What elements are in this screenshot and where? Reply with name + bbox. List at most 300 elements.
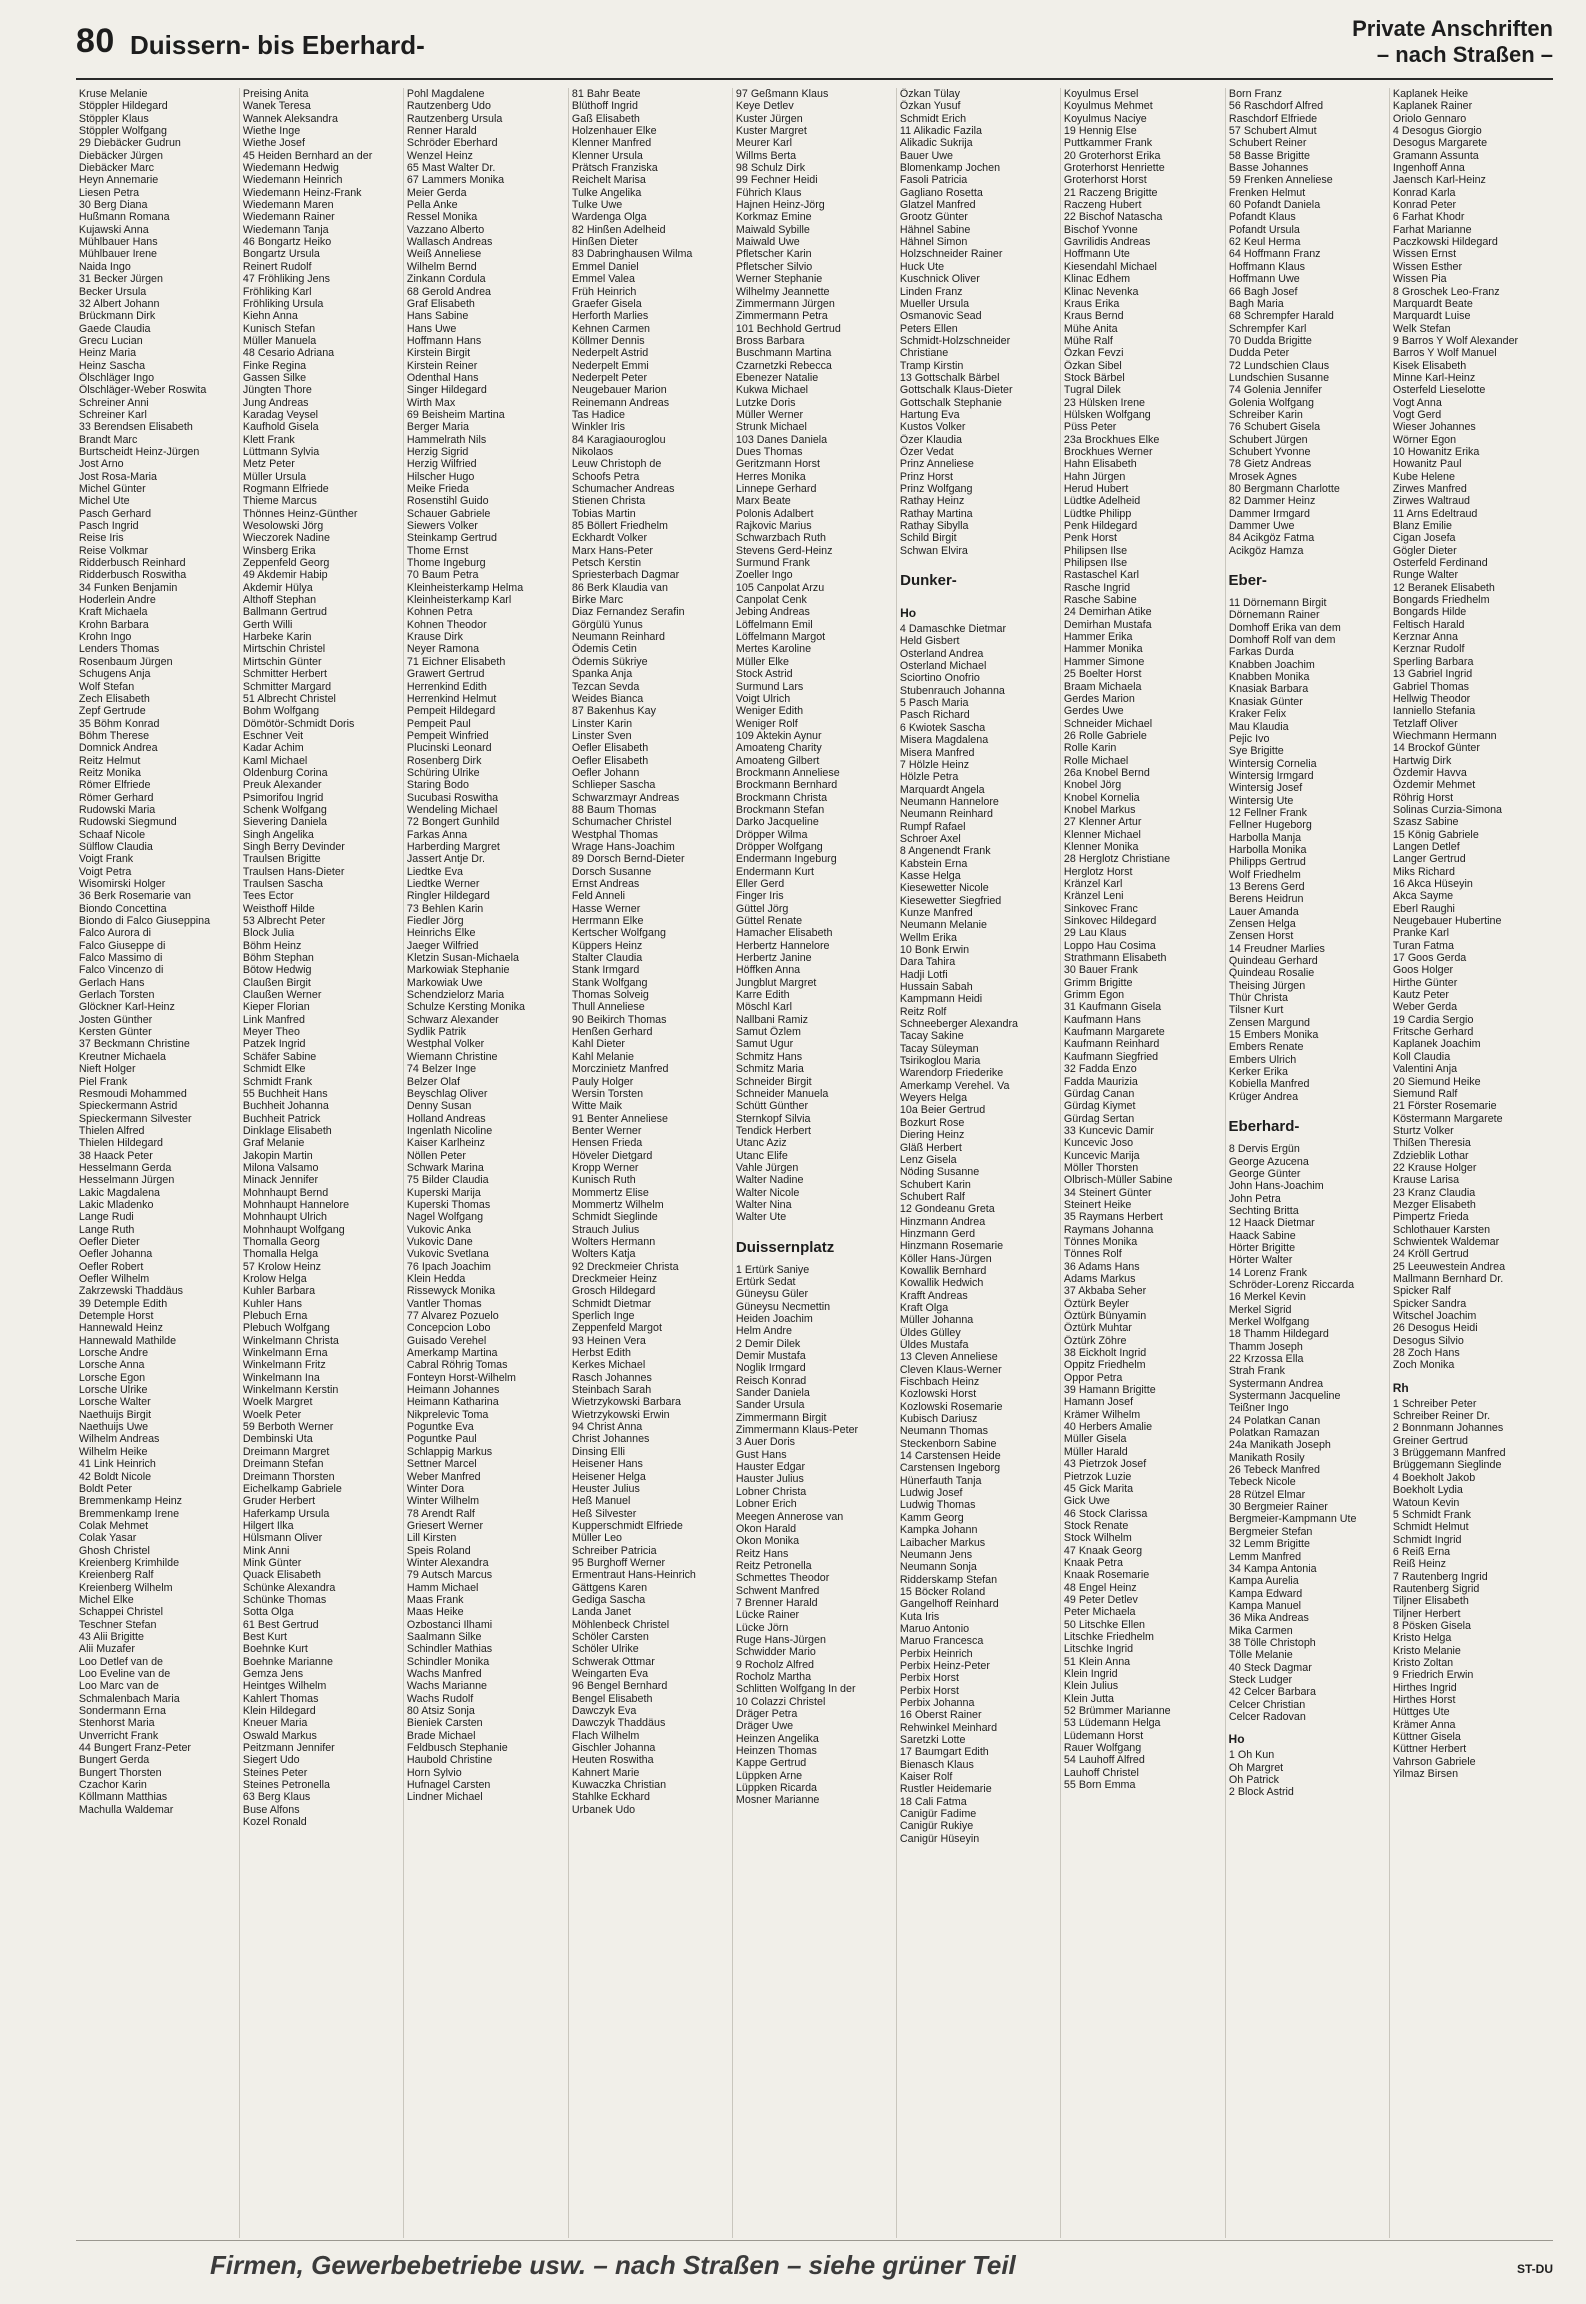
resident-entry: Groterhorst Henriette <box>1064 162 1165 175</box>
resident-entry: Hüttges Ute <box>1392 1706 1450 1719</box>
resident-entry: Plebuch Erna <box>243 1310 308 1323</box>
resident-entry: Sander Daniela <box>735 1387 810 1400</box>
resident-entry: Oppor Petra <box>1064 1371 1123 1384</box>
resident-entry: Psimorifou Ingrid <box>243 791 324 804</box>
resident-entry: Heyn Annemarie <box>78 174 159 187</box>
resident-entry: 2 Block Astrid <box>1228 1786 1294 1799</box>
resident-entry: Lange Rudi <box>78 1211 134 1224</box>
resident-entry: Goos Holger <box>1392 964 1453 977</box>
resident-entry: 28 Herglotz Christiane <box>1064 853 1171 866</box>
resident-entry: Langer Gertrud <box>1392 853 1466 866</box>
resident-entry: Singh Angelika <box>243 828 315 841</box>
resident-entry: 76 Ipach Joachim <box>407 1260 492 1273</box>
resident-entry: Stank Wolfgang <box>571 976 648 989</box>
resident-entry: Rathay Martina <box>900 507 973 520</box>
region-code: ST-DU <box>1517 2262 1553 2276</box>
resident-entry: Kruse Melanie <box>78 88 148 100</box>
resident-entry: 13 Berens Gerd <box>1228 880 1305 893</box>
resident-entry: 26 Tebeck Manfred <box>1228 1464 1320 1477</box>
resident-entry: Canigür Fadime <box>900 1808 977 1821</box>
resident-entry: Kiesendahl Michael <box>1064 260 1158 273</box>
resident-entry: Polatkan Ramazan <box>1228 1427 1320 1440</box>
resident-entry: Graefer Gisela <box>571 297 642 310</box>
resident-entry: 33 Kuncevic Damir <box>1064 1124 1155 1137</box>
resident-entry: Kraft Olga <box>900 1301 949 1314</box>
resident-entry: Rumpf Rafael <box>900 820 966 833</box>
resident-entry: 9 Rocholz Alfred <box>735 1658 814 1671</box>
resident-entry: Schwarzbach Ruth <box>735 532 826 545</box>
resident-entry: 28 Zoch Hans <box>1392 1347 1460 1360</box>
resident-entry: Neumann Reinhard <box>900 808 994 821</box>
resident-entry: Kneuer Maria <box>243 1717 308 1730</box>
resident-entry: Kleinheisterkamp Karl <box>407 594 512 607</box>
resident-entry: 84 Acikgöz Fatma <box>1228 532 1314 545</box>
resident-entry: Hahn Jürgen <box>1064 470 1126 483</box>
resident-entry: Pfletscher Karin <box>735 248 812 261</box>
resident-entry: Vantler Thomas <box>407 1297 483 1310</box>
resident-entry: Plebuch Wolfgang <box>243 1322 331 1335</box>
resident-entry: Rehwinkel Meinhard <box>900 1721 998 1734</box>
resident-entry: Kropp Werner <box>571 1161 639 1174</box>
resident-entry: 25 Leeuwestein Andrea <box>1392 1260 1505 1273</box>
directory-column <box>569 88 733 2238</box>
resident-entry: 80 Bergmann Charlotte <box>1228 483 1340 495</box>
resident-entry: Cabral Röhrig Tomas <box>407 1359 508 1372</box>
resident-entry: 48 Engel Heinz <box>1064 1581 1137 1594</box>
resident-entry: Kujawski Anna <box>78 223 149 236</box>
resident-entry: 13 Gabriel Ingrid <box>1392 668 1472 681</box>
resident-entry: 33 Berendsen Elisabeth <box>78 421 193 434</box>
resident-entry: 78 Gietz Andreas <box>1228 458 1311 471</box>
resident-entry: Kletzin Susan-Michaela <box>407 952 520 965</box>
resident-entry: Thome Ingeburg <box>407 557 487 570</box>
resident-entry: Sciortino Onofrio <box>900 672 980 685</box>
resident-entry: 37 Beckmann Christine <box>78 1038 190 1051</box>
resident-entry: Mommertz Wilhelm <box>571 1198 664 1211</box>
resident-entry: Hähnel Simon <box>900 236 968 249</box>
resident-entry: Huck Ute <box>900 260 945 273</box>
resident-entry: Philipsen Ilse <box>1064 544 1128 557</box>
resident-entry: Neumann Thomas <box>900 1425 989 1438</box>
resident-entry: Wintersig Josef <box>1228 782 1302 795</box>
resident-entry: Wrage Hans-Joachim <box>571 840 675 853</box>
resident-entry: Tas Hadice <box>571 408 625 421</box>
resident-entry: 52 Brümmer Marianne <box>1064 1705 1171 1718</box>
resident-entry: Dörnemann Rainer <box>1228 609 1320 622</box>
resident-entry: Kersten Günter <box>78 1026 152 1039</box>
resident-entry: Klenner Monika <box>1064 840 1139 853</box>
resident-entry: Gangelhoff Reinhard <box>900 1598 999 1611</box>
resident-entry: Winter Dora <box>407 1482 465 1495</box>
resident-entry: Rogmann Elfriede <box>243 483 330 495</box>
resident-entry: Wissen Pia <box>1392 273 1447 286</box>
resident-entry: Loppo Hau Cosima <box>1064 939 1157 952</box>
resident-entry: Heß Manuel <box>571 1495 631 1508</box>
resident-entry: Schneeberger Alexandra <box>900 1018 1019 1031</box>
resident-entry: Wiedemann Heinz-Frank <box>243 186 362 199</box>
resident-entry: Colak Mehmet <box>78 1519 149 1532</box>
resident-entry: Lenz Gisela <box>900 1153 957 1166</box>
resident-entry: Denny Susan <box>407 1100 472 1113</box>
resident-entry: Reinert Rudolf <box>243 260 312 273</box>
resident-entry: 54 Lauhoff Alfred <box>1064 1754 1146 1767</box>
resident-entry: Klenner Michael <box>1064 828 1142 841</box>
resident-entry: Steines Petronella <box>243 1779 331 1792</box>
resident-entry: Schäfer Sabine <box>243 1050 317 1063</box>
resident-entry: Kleinheisterkamp Helma <box>407 581 524 594</box>
resident-entry: 56 Raschdorf Alfred <box>1228 100 1323 113</box>
resident-entry: Kristo Zoltan <box>1392 1656 1453 1669</box>
resident-entry: Claußen Birgit <box>243 976 312 989</box>
street-heading: Duissernplatz <box>735 1238 835 1256</box>
resident-entry: Holland Andreas <box>407 1112 487 1125</box>
resident-entry: Lill Kirsten <box>407 1532 457 1545</box>
resident-entry: Zirwes Waltraud <box>1392 495 1470 508</box>
resident-entry: Klinac Edhem <box>1064 273 1131 286</box>
resident-entry: Greiner Gertrud <box>1392 1434 1468 1447</box>
resident-entry: Herrenkind Helmut <box>407 692 497 705</box>
resident-entry: Oriolo Gennaro <box>1392 112 1467 125</box>
resident-entry: Canpolat Cenk <box>735 594 807 607</box>
resident-entry: Schütt Günther <box>735 1100 808 1113</box>
resident-entry: Strunk Michael <box>735 421 807 434</box>
resident-entry: 101 Bechhold Gertrud <box>735 322 841 335</box>
resident-entry: 55 Buchheit Hans <box>243 1087 328 1100</box>
resident-entry: Milona Valsamo <box>243 1161 319 1174</box>
resident-entry: Reinemann Andreas <box>571 396 669 409</box>
resident-entry: Teißner Ingo <box>1228 1402 1289 1415</box>
resident-entry: 3 Brüggemann Manfred <box>1392 1447 1506 1460</box>
resident-entry: Cigan Josefa <box>1392 532 1456 545</box>
resident-entry: Schmitter Herbert <box>243 668 328 681</box>
resident-entry: Jost Arno <box>78 458 124 471</box>
resident-entry: Graf Melanie <box>243 1137 305 1150</box>
resident-entry: Hans Uwe <box>407 322 457 335</box>
resident-entry: Weiß Anneliese <box>407 248 482 261</box>
resident-entry: Kisek Elisabeth <box>1392 359 1467 372</box>
resident-entry: 32 Fadda Enzo <box>1064 1063 1138 1076</box>
resident-entry: 70 Baum Petra <box>407 569 479 582</box>
resident-entry: Maiwald Sybille <box>735 223 810 236</box>
resident-entry: Bischof Yvonne <box>1064 223 1139 236</box>
resident-entry: 47 Knaak Georg <box>1064 1544 1143 1557</box>
resident-entry: Bagh Maria <box>1228 297 1284 310</box>
resident-entry: Herres Monika <box>735 470 806 483</box>
resident-entry: Kamm Georg <box>900 1511 964 1524</box>
resident-entry: Stank Irmgard <box>571 964 639 977</box>
resident-entry: Werner Stephanie <box>735 273 823 286</box>
resident-entry: Stienen Christa <box>571 495 645 508</box>
resident-entry: Buschmann Martina <box>735 347 832 360</box>
resident-entry: 31 Becker Jürgen <box>78 273 163 286</box>
resident-entry: Mühe Anita <box>1064 322 1118 335</box>
resident-entry: Koyulmus Mehmet <box>1064 100 1154 113</box>
resident-entry: Kahl Dieter <box>571 1038 625 1051</box>
resident-entry: Thamm Joseph <box>1228 1340 1303 1353</box>
resident-entry: Prinz Anneliese <box>900 458 974 471</box>
resident-entry: 80 Atsiz Sonja <box>407 1705 476 1718</box>
resident-entry: Sinkovec Franc <box>1064 902 1139 915</box>
resident-entry: Müller Gisela <box>1064 1433 1127 1446</box>
resident-entry: Schlitten Wolfgang In der <box>735 1683 856 1696</box>
resident-entry: Schwarz Alexander <box>407 1013 500 1026</box>
resident-entry: 1 Schreiber Peter <box>1392 1397 1477 1410</box>
resident-entry: 73 Behlen Karin <box>407 902 484 915</box>
resident-entry: 91 Benter Anneliese <box>571 1112 668 1125</box>
resident-entry: Oefler Robert <box>78 1260 144 1273</box>
resident-entry: Metz Peter <box>243 458 296 471</box>
resident-entry: Schappei Christel <box>78 1606 163 1619</box>
resident-entry: Ridderbusch Roswitha <box>78 569 187 582</box>
resident-entry: Wintersig Ute <box>1228 794 1293 807</box>
resident-entry: Ludwig Josef <box>900 1487 963 1500</box>
resident-entry: Oefler Wilhelm <box>78 1273 150 1285</box>
resident-entry: Lorsche Andre <box>78 1347 149 1360</box>
street-heading: Eberhard- <box>1228 1118 1300 1136</box>
resident-entry: 61 Best Gertrud <box>243 1618 319 1631</box>
resident-entry: Quindeau Rosalie <box>1228 967 1314 980</box>
resident-entry: Harbeke Karin <box>243 631 312 644</box>
resident-entry: Dues Thomas <box>735 445 803 458</box>
resident-entry: Kunisch Stefan <box>243 322 316 335</box>
resident-entry: Weniger Rolf <box>735 717 798 730</box>
resident-entry: Mühlbauer Irene <box>78 248 158 261</box>
resident-entry: 28 Rützel Elmar <box>1228 1488 1305 1501</box>
resident-entry: Knabben Joachim <box>1228 658 1315 671</box>
resident-entry: Nöding Susanne <box>900 1166 980 1179</box>
resident-entry: Kaiser Karlheinz <box>407 1137 486 1150</box>
resident-entry: Schreiner Anni <box>78 396 149 409</box>
resident-entry: Benter Werner <box>571 1124 642 1137</box>
resident-entry: Bieniek Carsten <box>407 1717 484 1730</box>
resident-entry: Herforth Marlies <box>571 310 648 323</box>
resident-entry: Brückmann Dirk <box>78 310 156 323</box>
resident-entry: Wörner Egon <box>1392 433 1456 446</box>
resident-entry: Cleven Klaus-Werner <box>900 1363 1002 1376</box>
resident-entry: 38 Eickholt Ingrid <box>1064 1347 1147 1360</box>
resident-entry: Tölle Melanie <box>1228 1649 1293 1662</box>
resident-entry: Schwark Marina <box>407 1161 485 1174</box>
resident-entry: 27 Klenner Artur <box>1064 816 1142 829</box>
resident-entry: Feldbusch Stephanie <box>407 1742 509 1755</box>
resident-entry: Rosenberg Dirk <box>407 754 482 767</box>
resident-entry: Nieft Holger <box>78 1063 136 1076</box>
resident-entry: Müller Leo <box>571 1532 622 1545</box>
resident-entry: 10 Howanitz Erika <box>1392 445 1480 458</box>
resident-entry: 39 Detemple Edith <box>78 1297 168 1310</box>
resident-entry: Schoofs Petra <box>571 470 639 483</box>
resident-entry: Samut Özlem <box>735 1026 801 1039</box>
resident-entry: Lücke Jörn <box>735 1621 789 1634</box>
resident-entry: Knobel Jörg <box>1064 779 1122 792</box>
resident-entry: Wiechmann Hermann <box>1392 729 1497 742</box>
resident-entry: Amerkamp Martina <box>407 1347 498 1360</box>
resident-entry: Finger Iris <box>735 890 784 903</box>
resident-entry: Christiane <box>900 347 949 360</box>
resident-entry: Strauch Julius <box>571 1223 639 1236</box>
resident-entry: Kube Helene <box>1392 470 1455 483</box>
resident-entry: Pfletscher Silvio <box>735 260 813 273</box>
resident-entry: Römer Elfriede <box>78 779 151 792</box>
resident-entry: 51 Albrecht Christel <box>243 692 337 705</box>
resident-entry: 16 Oberst Rainer <box>900 1709 982 1722</box>
resident-entry: Hörter Brigitte <box>1228 1241 1295 1254</box>
resident-entry: Guisado Verehel <box>407 1334 487 1347</box>
resident-entry: Neumann Jens <box>900 1548 973 1561</box>
resident-entry: Pauly Holger <box>571 1075 633 1088</box>
resident-entry: Güttel Jörg <box>735 902 789 915</box>
resident-entry: Feltisch Harald <box>1392 618 1465 631</box>
resident-entry: Siemund Ralf <box>1392 1087 1458 1100</box>
resident-entry: 5 Pasch Maria <box>900 697 969 710</box>
resident-entry: 6 Reiß Erna <box>1392 1545 1450 1558</box>
resident-entry: 95 Burghoff Werner <box>571 1556 665 1569</box>
resident-entry: Wiethe Inge <box>243 125 301 138</box>
resident-entry: 29 Diebäcker Gudrun <box>78 137 181 150</box>
resident-entry: Prätsch Franziska <box>571 162 658 175</box>
resident-entry: Warendorp Friederike <box>900 1067 1004 1080</box>
resident-entry: Farkas Anna <box>407 828 468 841</box>
resident-entry: Herzig Sigrid <box>407 445 469 458</box>
resident-entry: Liedtke Eva <box>407 865 464 878</box>
resident-entry: 96 Bengel Bernhard <box>571 1680 667 1693</box>
resident-entry: 18 Thamm Hildegard <box>1228 1328 1329 1341</box>
resident-entry: Sinkovec Hildegard <box>1064 915 1157 928</box>
resident-entry: Lenders Thomas <box>78 643 160 656</box>
resident-entry: Harberding Margret <box>407 840 501 853</box>
resident-entry: Kuschnick Oliver <box>900 273 980 286</box>
resident-entry: Gruder Herbert <box>243 1495 316 1508</box>
resident-entry: Gläß Herbert <box>900 1141 963 1154</box>
resident-entry: Wendeling Michael <box>407 803 498 816</box>
resident-entry: Raymans Johanna <box>1064 1223 1154 1236</box>
resident-entry: Lakic Mladenko <box>78 1198 154 1211</box>
resident-entry: Harbolla Monika <box>1228 843 1306 856</box>
resident-entry: Preuk Alexander <box>243 779 322 792</box>
resident-entry: Schwientek Waldemar <box>1392 1235 1499 1248</box>
resident-entry: Winkelmann Kerstin <box>243 1384 339 1397</box>
resident-entry: Schubert Yvonne <box>1228 445 1310 458</box>
resident-entry: Diebäcker Jürgen <box>78 149 163 162</box>
resident-entry: Kautz Peter <box>1392 989 1449 1002</box>
resident-entry: 44 Bungert Franz-Peter <box>78 1742 192 1755</box>
resident-entry: Wenzel Heinz <box>407 149 474 162</box>
resident-entry: Küttner Herbert <box>1392 1743 1467 1756</box>
resident-entry: Best Kurt <box>243 1630 288 1643</box>
resident-entry: Sievering Daniela <box>243 816 328 829</box>
resident-entry: Lauer Amanda <box>1228 905 1299 918</box>
resident-entry: Winkelmann Erna <box>243 1347 328 1360</box>
resident-entry: Lakic Magdalena <box>78 1186 161 1199</box>
resident-entry: Wolf Friedhelm <box>1228 868 1301 881</box>
resident-entry: Sye Brigitte <box>1228 745 1284 758</box>
resident-entry: Weisthoff Hilde <box>243 902 315 915</box>
street-heading: Dunker- <box>900 572 957 590</box>
resident-entry: Systermann Andrea <box>1228 1377 1323 1390</box>
resident-entry: Hähnel Sabine <box>900 223 971 236</box>
resident-entry: Schwan Elvira <box>900 544 968 557</box>
resident-entry: Gerdes Uwe <box>1064 705 1124 718</box>
resident-entry: Amerkamp Verehel. Va <box>900 1079 1010 1092</box>
resident-entry: Demirhan Mustafa <box>1064 618 1152 631</box>
resident-entry: 46 Bongartz Heiko <box>243 236 332 249</box>
resident-entry: 78 Arendt Ralf <box>407 1507 476 1520</box>
resident-entry: Haubold Christine <box>407 1754 493 1767</box>
resident-entry: Bongards Friedhelm <box>1392 594 1490 607</box>
resident-entry: 45 Heiden Bernhard an der <box>243 149 373 162</box>
resident-entry: 93 Heinen Vera <box>571 1334 646 1347</box>
resident-entry: Rosenbaum Jürgen <box>78 655 173 668</box>
resident-entry: Herrmann Elke <box>571 915 644 928</box>
group-heading: Ho <box>1228 1732 1245 1747</box>
resident-entry: Marx Beate <box>735 495 791 508</box>
resident-entry: Knabben Monika <box>1228 671 1309 684</box>
resident-entry: Thull Anneliese <box>571 1001 645 1014</box>
resident-entry: Buchheit Patrick <box>243 1112 321 1125</box>
resident-entry: Nikolaos <box>571 445 613 458</box>
resident-entry: Bötow Hedwig <box>243 964 312 977</box>
resident-entry: Walter Nadine <box>735 1174 804 1187</box>
resident-entry: Helm Andre <box>735 1325 792 1338</box>
resident-entry: Brockhues Werner <box>1064 445 1153 458</box>
resident-entry: 17 Baumgart Edith <box>900 1746 989 1759</box>
resident-entry: 25 Boelter Horst <box>1064 668 1142 681</box>
resident-entry: Hufnagel Carsten <box>407 1779 491 1792</box>
resident-entry: 88 Baum Thomas <box>571 803 657 816</box>
resident-entry: Colak Yasar <box>78 1532 137 1545</box>
resident-entry: Kunze Manfred <box>900 906 973 919</box>
resident-entry: Jüngten Thore <box>243 384 313 397</box>
resident-entry: Thome Ernst <box>407 544 469 557</box>
resident-entry: Neumann Reinhard <box>571 631 665 644</box>
resident-entry: Wiedemann Hedwig <box>243 162 340 175</box>
resident-entry: Wissen Ernst <box>1392 248 1456 261</box>
resident-entry: Bongartz Ursula <box>243 248 321 261</box>
directory-column <box>240 88 404 2238</box>
resident-entry: Pempeit Hildegard <box>407 705 496 718</box>
resident-entry: Ballmann Gertrud <box>243 606 328 619</box>
resident-entry: Concepcion Lobo <box>407 1322 491 1335</box>
resident-entry: Schroer Axel <box>900 832 961 845</box>
page-header <box>0 0 1586 86</box>
resident-entry: Bross Barbara <box>735 334 805 347</box>
resident-entry: Plucinski Leonard <box>407 742 493 755</box>
resident-entry: Köller Hans-Jürgen <box>900 1252 992 1265</box>
resident-entry: Neumann Hannelore <box>900 795 1000 808</box>
resident-entry: Wolters Hermann <box>571 1235 655 1248</box>
resident-entry: Hölzle Petra <box>900 771 959 784</box>
resident-entry: Pejic Ivo <box>1228 732 1270 745</box>
resident-entry: Pohl Magdalene <box>407 88 485 100</box>
resident-entry: Markowiak Stephanie <box>407 964 510 977</box>
resident-entry: Stahlke Eckhard <box>571 1791 650 1804</box>
resident-entry: Bozkurt Rose <box>900 1116 965 1129</box>
resident-entry: Schulze Kersting Monika <box>407 1001 526 1014</box>
group-heading: Ho <box>900 606 917 621</box>
resident-entry: 19 Hennig Else <box>1064 125 1137 138</box>
resident-entry: Jassert Antje Dr. <box>407 853 486 866</box>
resident-entry: Litschke Ingrid <box>1064 1643 1134 1656</box>
resident-entry: Ertürk Sedat <box>735 1275 796 1288</box>
resident-entry: Wisomirski Holger <box>78 878 166 890</box>
resident-entry: Reichelt Marisa <box>571 174 646 187</box>
resident-entry: Gerlach Hans <box>78 976 145 989</box>
resident-entry: Kohnen Petra <box>407 606 473 619</box>
resident-entry: Rathay Heinz <box>900 495 965 508</box>
resident-entry: Singer Hildegard <box>407 384 488 397</box>
resident-entry: Hülsken Wolfgang <box>1064 408 1152 421</box>
resident-entry: Ianniello Stefania <box>1392 705 1475 718</box>
